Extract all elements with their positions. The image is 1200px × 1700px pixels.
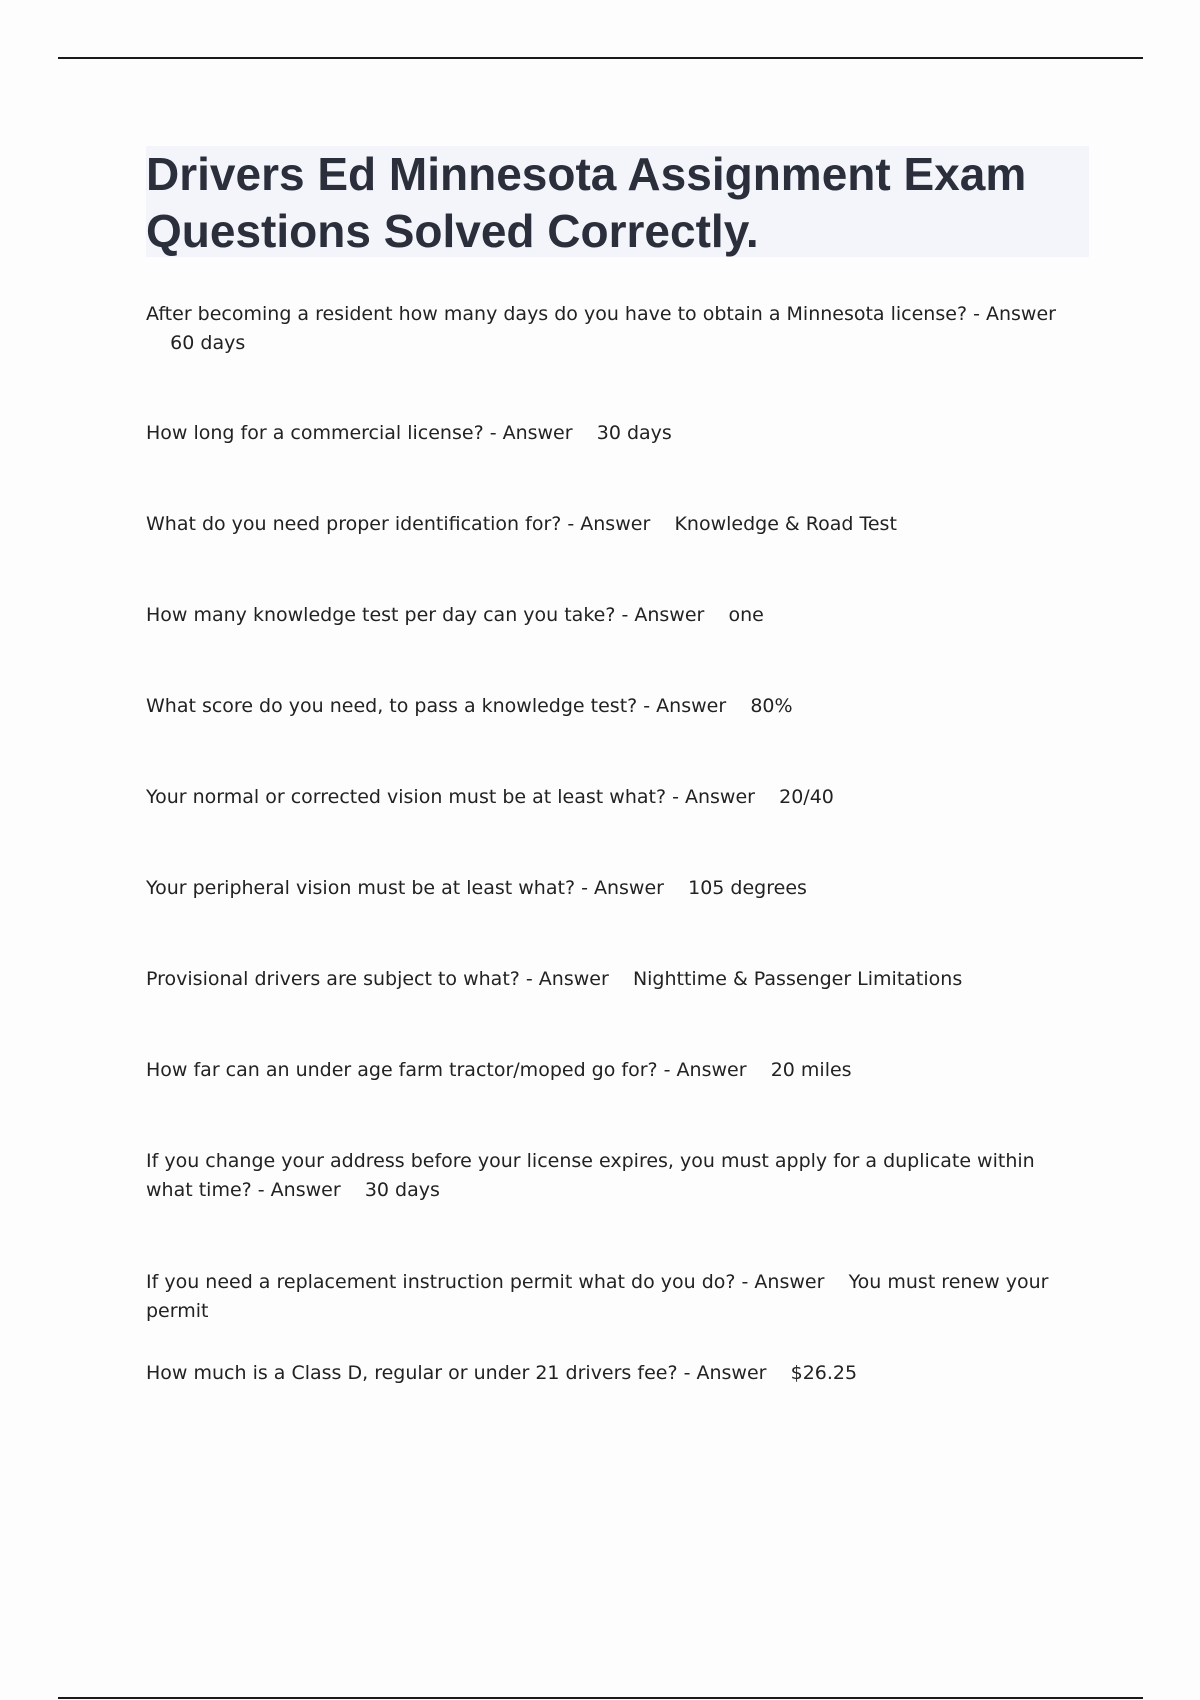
qa-item [146, 692, 793, 721]
qa-question: Provisional drivers are subject to what? - Answer [146, 968, 609, 990]
qa-answer: Knowledge & Road Test [674, 513, 897, 535]
qa-item [146, 1359, 857, 1388]
qa-question: What score do you need, to pass a knowledge test? - Answer [146, 695, 727, 717]
qa-answer: 20/40 [779, 786, 834, 808]
qa-item [146, 1268, 1086, 1326]
qa-item [146, 601, 764, 630]
qa-item [146, 783, 834, 812]
qa-question: What do you need proper identification for? - Answer [146, 513, 651, 535]
qa-answer: You must renew your permit [146, 1271, 1049, 1322]
qa-answer: Nighttime & Passenger Limitations [632, 968, 963, 990]
header-rule [58, 57, 1143, 59]
qa-item [146, 419, 672, 448]
qa-answer: one [728, 604, 764, 626]
qa-answer: 105 degrees [688, 877, 807, 899]
qa-answer: 30 days [364, 1179, 440, 1201]
qa-question: Your peripheral vision must be at least what? - Answer [146, 877, 664, 899]
title-block [146, 146, 1089, 257]
qa-item [146, 1056, 852, 1085]
qa-item [146, 874, 807, 903]
qa-answer: 80% [750, 695, 793, 717]
qa-question: Your normal or corrected vision must be at least what? - Answer [146, 786, 755, 808]
qa-question: How many knowledge test per day can you take? - Answer [146, 604, 705, 626]
qa-item [146, 965, 962, 994]
qa-answer: 20 miles [770, 1059, 852, 1081]
qa-answer: 30 days [596, 422, 672, 444]
qa-question: How far can an under age farm tractor/moped go for? - Answer [146, 1059, 747, 1081]
qa-item [146, 510, 897, 539]
qa-answer: 60 days [170, 332, 246, 354]
qa-answer: $26.25 [790, 1362, 858, 1384]
qa-question: If you change your address before your license expires, you must apply for a duplicate within what time? - Answer [146, 1150, 1035, 1201]
document-title: Drivers Ed Minnesota Assignment Exam Questions Solved Correctly. [146, 148, 1027, 257]
qa-item [146, 300, 1056, 358]
footer-rule [58, 1697, 1143, 1699]
qa-question: How much is a Class D, regular or under 21 drivers fee? - Answer [146, 1362, 767, 1384]
qa-question: After becoming a resident how many days do you have to obtain a Minnesota license? - Answer [146, 303, 1056, 325]
qa-question: If you need a replacement instruction permit what do you do? - Answer [146, 1271, 825, 1293]
qa-question: How long for a commercial license? - Answer [146, 422, 573, 444]
qa-item [146, 1147, 1086, 1205]
